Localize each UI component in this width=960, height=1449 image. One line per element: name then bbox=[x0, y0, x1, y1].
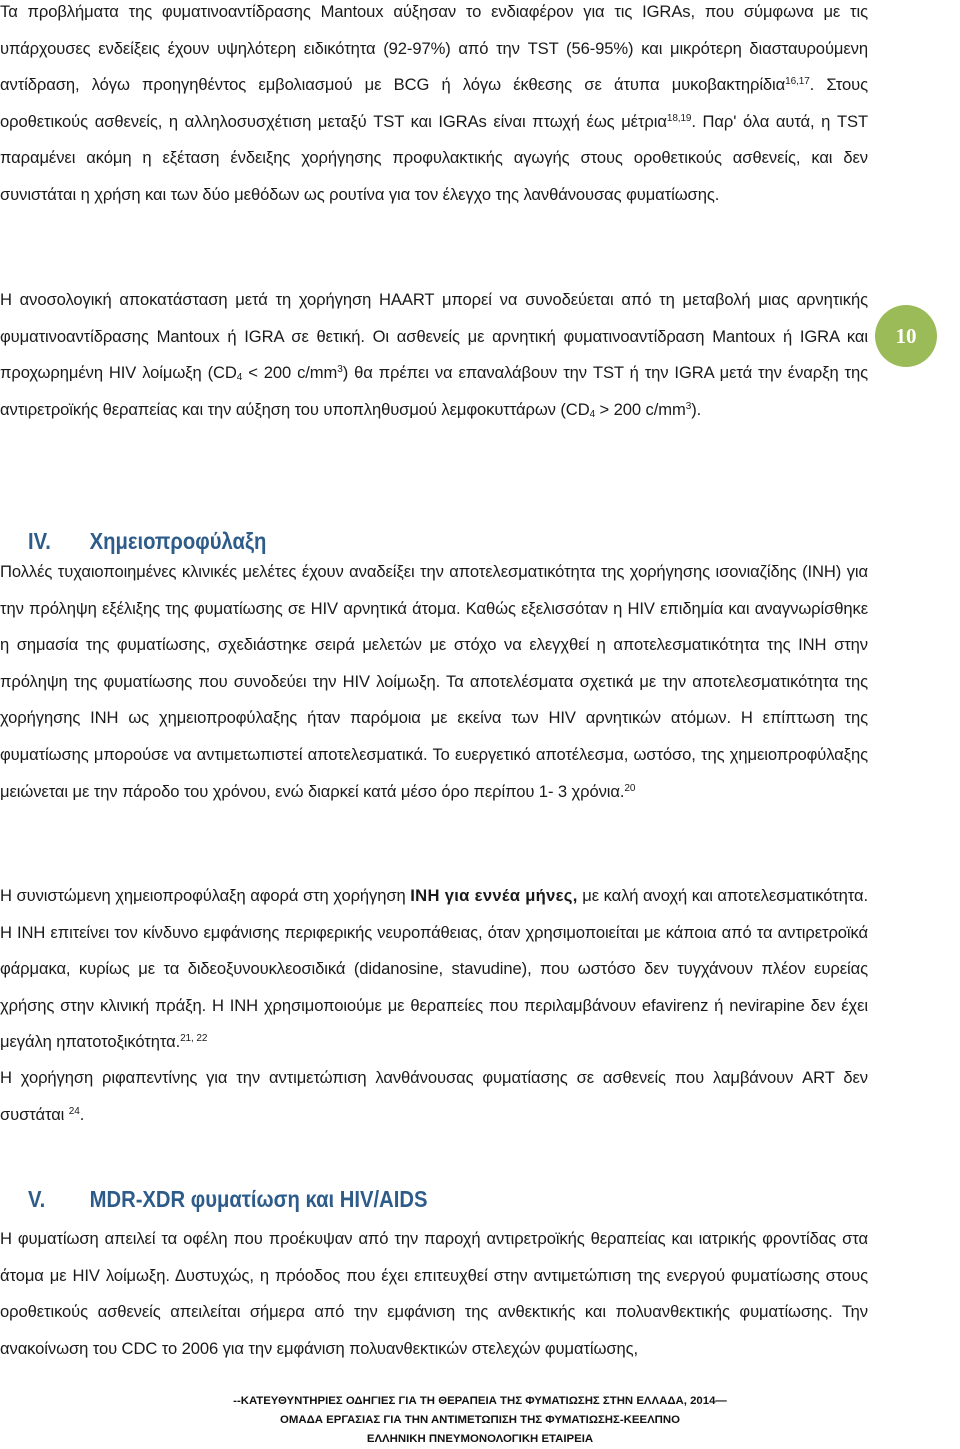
footer-line: ΟΜΑΔΑ ΕΡΓΑΣΙΑΣ ΓΙΑ ΤΗΝ ΑΝΤΙΜΕΤΩΠΙΣΗ ΤΗΣ ΦΥΜΑΤΙΩΣΗΣ-ΚΕΕΛΠΝΟ bbox=[280, 1414, 680, 1426]
footer-line: --ΚΑΤΕΥΘΥΝΤΗΡΙΕΣ ΟΔΗΓΙΕΣ ΓΙΑ ΤΗ ΘΕΡΑΠΕΙΑ ΤΗΣ ΦΥΜΑΤΙΩΣΗΣ ΣΤΗΝ ΕΛΛΑΔΑ, 2014— bbox=[233, 1395, 727, 1407]
section-heading-chemoprophylaxis bbox=[28, 527, 266, 555]
paragraph-inh-studies bbox=[0, 554, 868, 810]
paragraph-inh-regimen bbox=[0, 878, 868, 1061]
paragraph-text: > 200 c/mm bbox=[595, 399, 686, 419]
page-number-badge bbox=[875, 305, 937, 367]
citation-ref: 18,19 bbox=[666, 112, 692, 124]
paragraph-text: Πολλές τυχαιοποιημένες κλινικές μελέτες έχουν αναδείξει την αποτελεσματικότητα της χορήγησης ισονιαζίδης (INH) για την πρόληψη εξέλιξης της φυματίωσης σε HIV αρνητικά άτομα. Καθώς εξελισσόταν η HIV επιδημία και αναγνωρίσθηκε η σημασία της φυματίωσης, σχεδιάστηκε σειρά μελετών με στόχο να ελεγχθεί η αποτελεσματικότητα της INH στην πρόληψη της φυματίωσης που συνοδεύει την HIV λοίμωξη. Τα αποτελέσματα σχετικά με την αποτελεσματικότητα της χορήγησης INH ως χημειοπροφύλαξης ήταν παρόμοια με εκείνα των HIV αρνητικών ατόμων. Η επίπτωση της φυματίωσης μπορούσε να αντιμετωπιστεί αποτελεσματικά. Το ευεργετικό αποτέλεσμα, ωστόσο, της χημειοπροφύλαξης μειώνεται με την πάροδο του χρόνου, ενώ διαρκεί κατά μέσο όρο περίπου 1- 3 χρόνια. bbox=[0, 562, 868, 801]
section-title: Χημειοπροφύλαξη bbox=[89, 528, 267, 554]
paragraph-text: Η ανοσολογική αποκατάσταση μετά τη χορήγηση HAART μπορεί να συνοδεύεται από τη μεταβολή μιας αρνητικής φυματινοαντίδρασης Mantoux ή IGRA σε θετική. Οι ασθενείς με αρνητική φυματινοαντίδραση Mantoux ή IGRA και προχωρημένη HIV λοίμωξη (CD bbox=[0, 290, 868, 383]
paragraph-text: Η συνιστώμενη χημειοπροφύλαξη αφορά στη χορήγηση bbox=[0, 886, 411, 905]
paragraph-haart bbox=[0, 282, 868, 428]
citation-ref: 21, 22 bbox=[180, 1033, 208, 1045]
paragraph-text: . Στους οροθετικούς ασθενείς, η αλληλοσυσχέτιση μεταξύ TST και IGRAs είναι πτωχή έως μέτρια bbox=[0, 75, 868, 131]
paragraph-text: < 200 c/mm bbox=[242, 363, 338, 383]
citation-ref: 16,17 bbox=[785, 76, 810, 88]
section-number: IV. bbox=[28, 528, 51, 554]
section-number: V. bbox=[28, 1186, 46, 1212]
citation-ref: 20 bbox=[624, 782, 636, 794]
paragraph-mdr-xdr bbox=[0, 1221, 868, 1367]
section-heading-mdr-xdr bbox=[28, 1185, 427, 1213]
footer-line: ΕΛΛΗΝΙΚΗ ΠΝΕΥΜΟΝΟΛΟΓΙΚΗ ΕΤΑΙΡΕΙΑ bbox=[366, 1433, 594, 1445]
superscript: 3 bbox=[337, 364, 343, 376]
subscript: 4 bbox=[589, 408, 596, 420]
section-title: MDR-XDR φυματίωση και HIV/AIDS bbox=[89, 1186, 428, 1212]
citation-ref: 24 bbox=[68, 1105, 80, 1117]
paragraph-text: . bbox=[79, 1104, 85, 1124]
page-number: 10 bbox=[895, 323, 917, 348]
subscript: 4 bbox=[236, 372, 243, 384]
paragraph-text: ). bbox=[691, 399, 702, 419]
paragraph-text: Τα προβλήματα της φυματινοαντίδρασης Mantoux αύξησαν το ενδιαφέρον για τις IGRAs, που σύμφωνα με τις υπάρχουσες ενδείξεις έχουν υψηλότερη ειδικότητα (92-97%) από την TST (56-95%) και μικρότερη διασταυρούμενη αντίδραση, λόγω προηγηθέντος εμβολιασμού με BCG ή λόγω έκθεσης σε άτυπα μυκοβακτηρίδια bbox=[0, 2, 868, 95]
bold-emphasis: INH για εννέα μήνες, bbox=[410, 886, 578, 905]
paragraph-text: ) θα πρέπει να επαναλάβουν την TST ή την IGRA μετά την έναρξη της αντιρετροϊκής θεραπείας και την αύξηση του υποπληθυσμού λεμφοκυττάρων (CD bbox=[0, 363, 868, 419]
paragraph-text: με καλή ανοχή και αποτελεσματικότητα. Η INH επιτείνει τον κίνδυνο εμφάνισης περιφερικής νευροπάθειας, όταν χρησιμοποιείται με κάποια από τα αντιρετροϊκά φάρμακα, κυρίως με τα διδεοξυνουκλεοσιδικά (didanosine, stavudine), που ωστόσο δεν τυγχάνουν πλέον ευρείας χρήσης στην κλινική πράξη. Η INH χρησιμοποιούμε με θεραπείες που περιλαμβάνουν efavirenz ή nevirapine δεν έχει μεγάλη ηπατοτοξικότητα. bbox=[0, 886, 869, 1052]
page-footer bbox=[0, 1392, 960, 1449]
paragraph-rifapentine bbox=[0, 1060, 868, 1133]
paragraph-text: . Παρ' όλα αυτά, η TST παραμένει ακόμη η εξέταση ένδειξης χορήγησης προφυλακτικής αγωγής στους οροθετικούς ασθενείς, και δεν συνιστάται η χρήση και των δύο μεθόδων ως ρουτίνα για τον έλεγχο της λανθάνουσας φυματίωσης. bbox=[0, 111, 868, 204]
paragraph-igra-tst bbox=[0, 0, 868, 214]
paragraph-text: Η φυματίωση απειλεί τα οφέλη που προέκυψαν από την παροχή αντιρετροϊκής θεραπείας και ιατρικής φροντίδας στα άτομα με HIV λοίμωξη. Δυστυχώς, η πρόοδος που έχει επιτευχθεί στην αντιμετώπιση της ενεργού φυματίωσης στους οροθετικούς ασθενείς απειλείται σήμερα από την εμφάνιση της ανθεκτικής και πολυανθεκτικής φυματίωσης. Την ανακοίνωση του CDC το 2006 για την εμφάνιση πολυανθεκτικών στελεχών φυματίωσης, bbox=[0, 1229, 868, 1358]
superscript: 3 bbox=[685, 400, 692, 412]
paragraph-text: Η χορήγηση ριφαπεντίνης για την αντιμετώπιση λανθάνουσας φυματίασης σε ασθενείς που λαμβάνουν ART δεν συστάται bbox=[0, 1068, 868, 1124]
